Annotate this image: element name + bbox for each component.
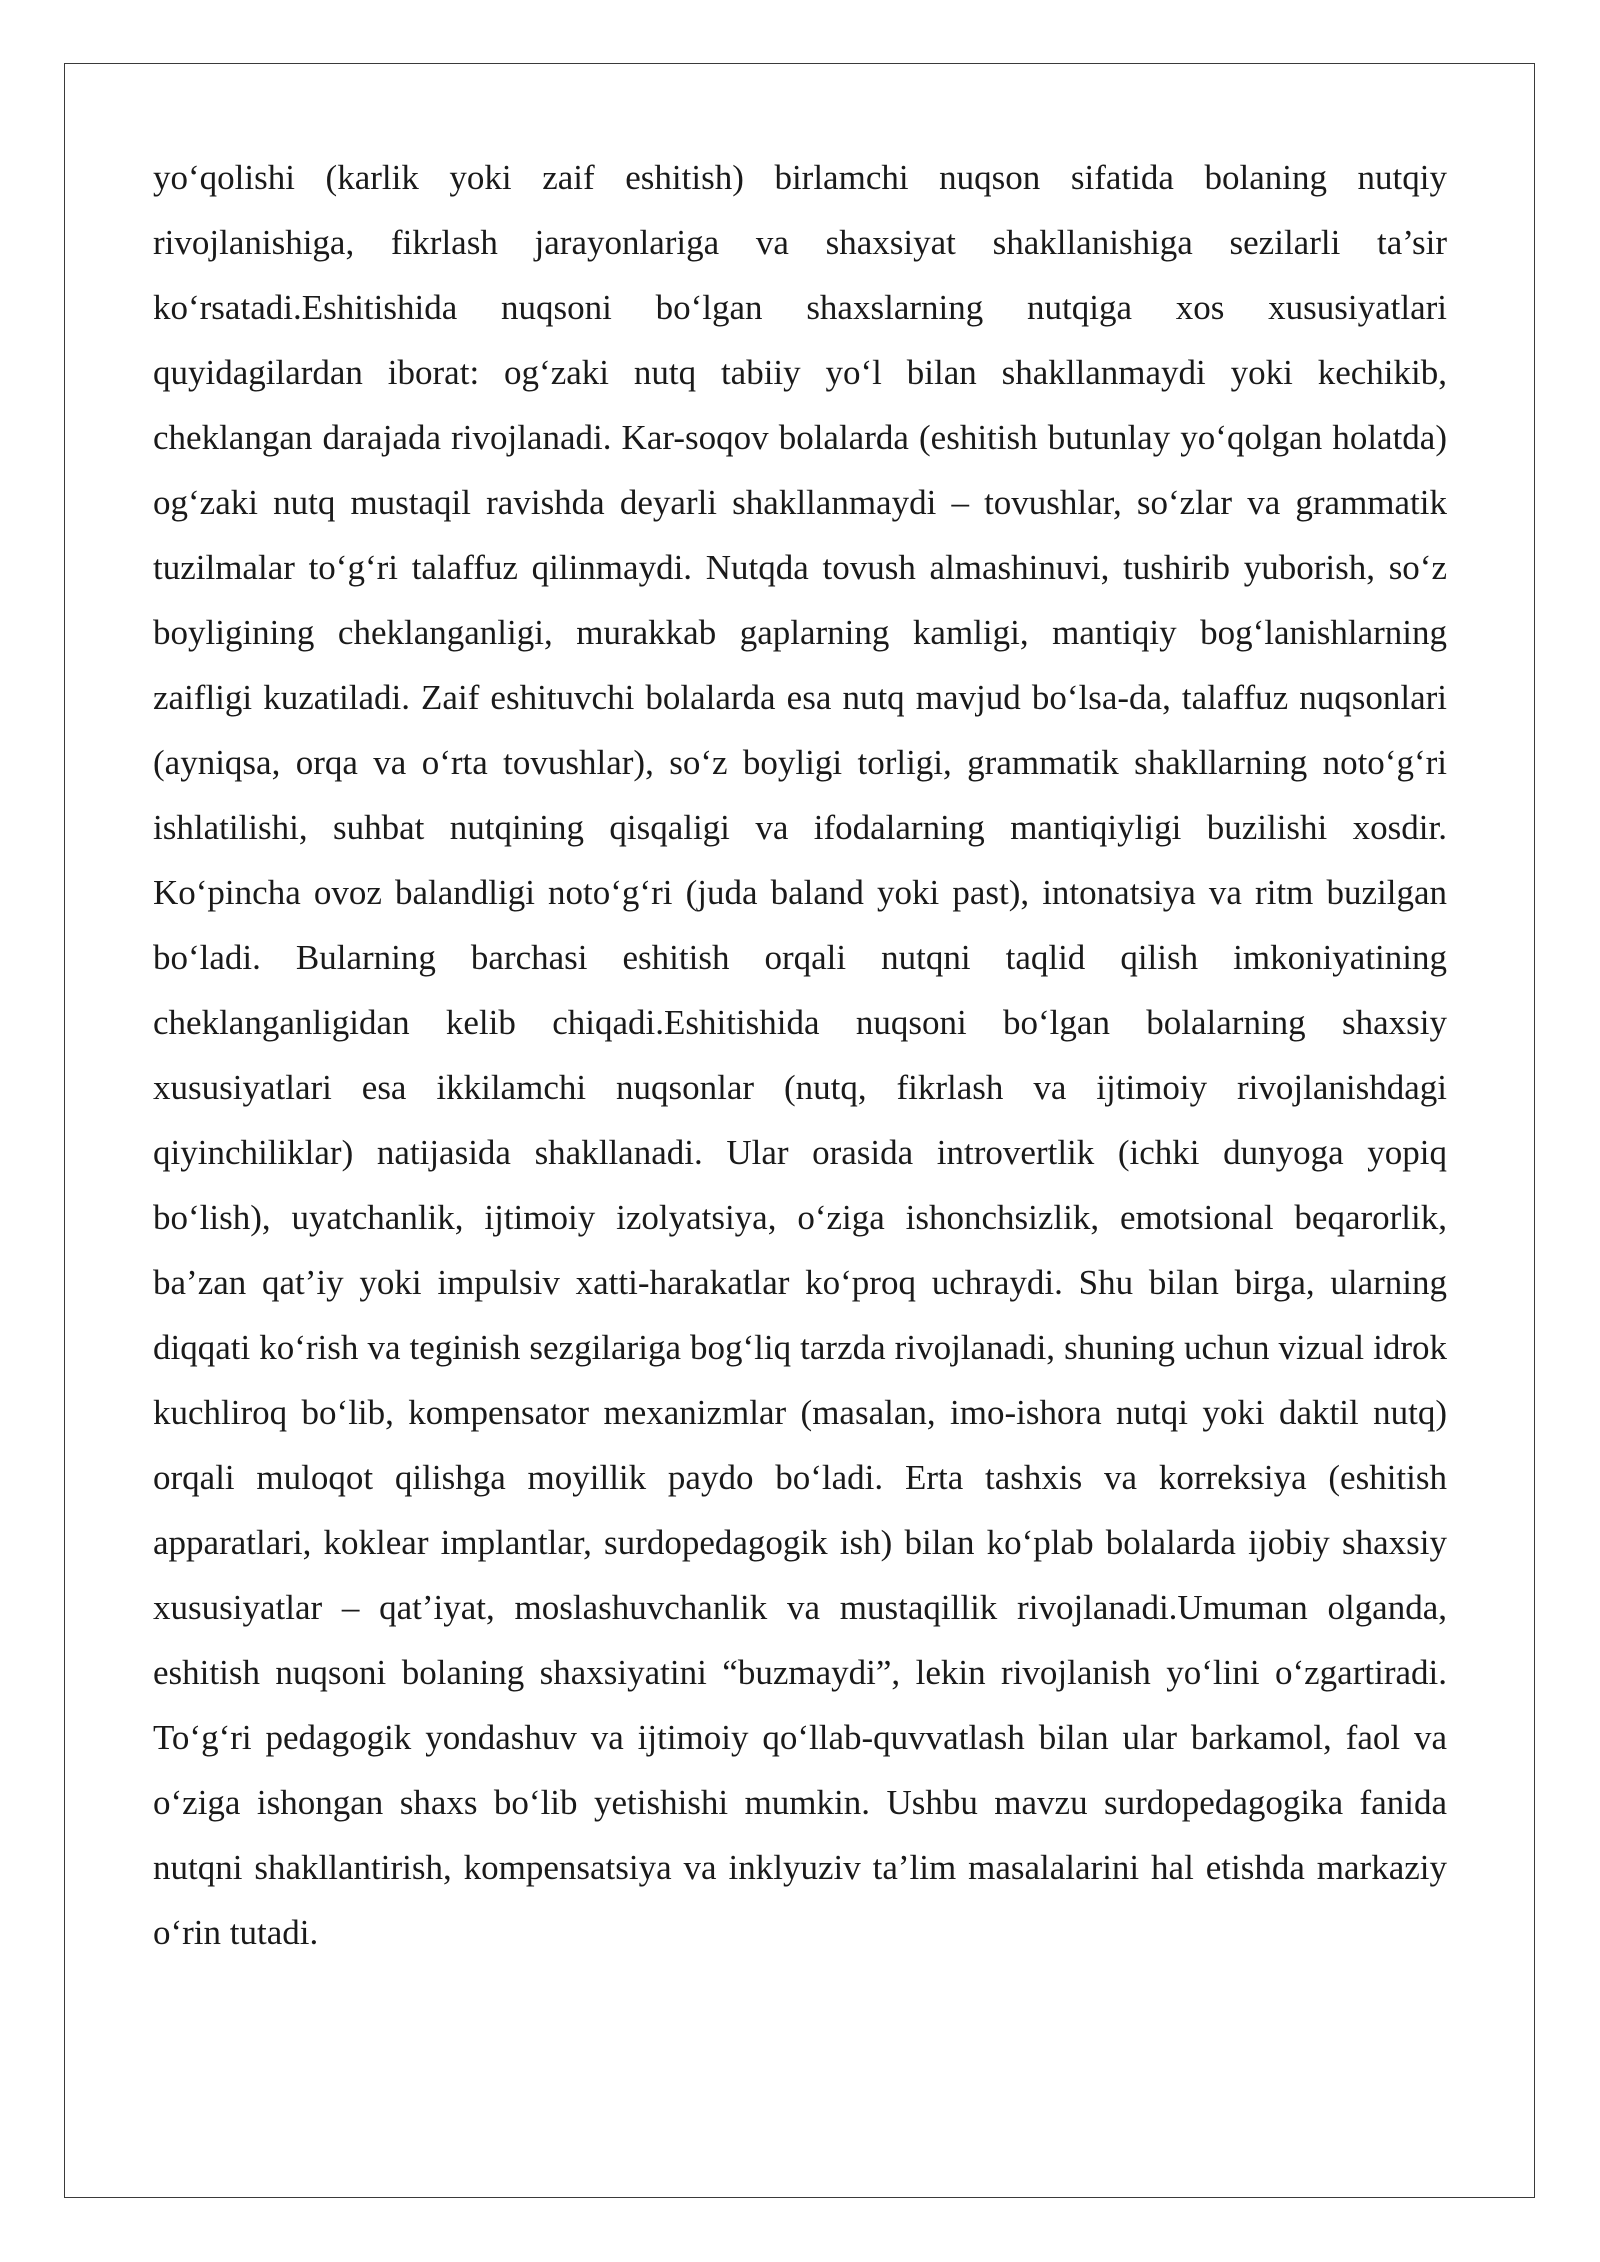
body-paragraph: yo‘qolishi (karlik yoki zaif eshitish) birlamchi nuqson sifatida bolaning nutqiy rivojlanishiga, fikrlash jarayonlariga va shaxsiyat shakllanishiga sezilarli ta’sir ko‘rsatadi.Eshitishida nuqsoni bo‘lgan shaxslarning nutqiga xos xususiyatlari quyidagilardan iborat: og‘zaki nutq tabiiy yo‘l bilan shakllanmaydi yoki kechikib, cheklangan darajada rivojlanadi. Kar-soqov bolalarda (eshitish butunlay yo‘qolgan holatda) og‘zaki nutq mustaqil ravishda deyarli shakllanmaydi – tovushlar, so‘zlar va grammatik tuzilmalar to‘g‘ri talaffuz qilinmaydi. Nutqda tovush almashinuvi, tushirib yuborish, so‘z boyligining cheklanganligi, murakkab gaplarning kamligi, mantiqiy bog‘lanishlarning zaifligi kuzatiladi. Zaif eshituvchi bolalarda esa nutq mavjud bo‘lsa-da, talaffuz nuqsonlari (ayniqsa, orqa va o‘rta tovushlar), so‘z boyligi torligi, grammatik shakllarning noto‘g‘ri ishlatilishi, suhbat nutqining qisqaligi va ifodalarning mantiqiyligi buzilishi xosdir. Ko‘pincha ovoz balandligi noto‘g‘ri (juda baland yoki past), intonatsiya va ritm buzilgan bo‘ladi. Bularning barchasi eshitish orqali nutqni taqlid qilish imkoniyatining cheklanganligidan kelib chiqadi.Eshitishida nuqsoni bo‘lgan bolalarning shaxsiy xususiyatlari esa ikkilamchi nuqsonlar (nutq, fikrlash va ijtimoiy rivojlanishdagi qiyinchiliklar) natijasida shakllanadi. Ular orasida introvertlik (ichki dunyoga yopiq bo‘lish), uyatchanlik, ijtimoiy izolyatsiya, o‘ziga ishonchsizlik, emotsional beqarorlik, ba’zan qat’iy yoki impulsiv xatti-harakatlar ko‘proq uchraydi. Shu bilan birga, ularning diqqati ko‘rish va teginish sezgilariga bog‘liq tarzda rivojlanadi, shuning uchun vizual idrok kuchliroq bo‘lib, kompensator mexanizmlar (masalan, imo-ishora nutqi yoki daktil nutq) orqali muloqot qilishga moyillik paydo bo‘ladi. Erta tashxis va korreksiya (eshitish apparatlari, koklear implantlar, surdopedagogik ish) bilan ko‘plab bolalarda ijobiy shaxsiy xususiyatlar – qat’iyat, moslashuvchanlik va mustaqillik rivojlanadi.Umuman olganda, eshitish nuqsoni bolaning shaxsiyatini “buzmaydi”, lekin rivojlanish yo‘lini o‘zgartiradi. To‘g‘ri pedagogik yondashuv va ijtimoiy qo‘llab-quvvatlash bilan ular barkamol, faol va o‘ziga ishongan shaxs bo‘lib yetishishi mumkin. Ushbu mavzu surdopedagogika fanida nutqni shakllantirish, kompensatsiya va inklyuziv ta’lim masalalarini hal etishda markaziy o‘rin tutadi. — [153, 158, 1447, 1952]
